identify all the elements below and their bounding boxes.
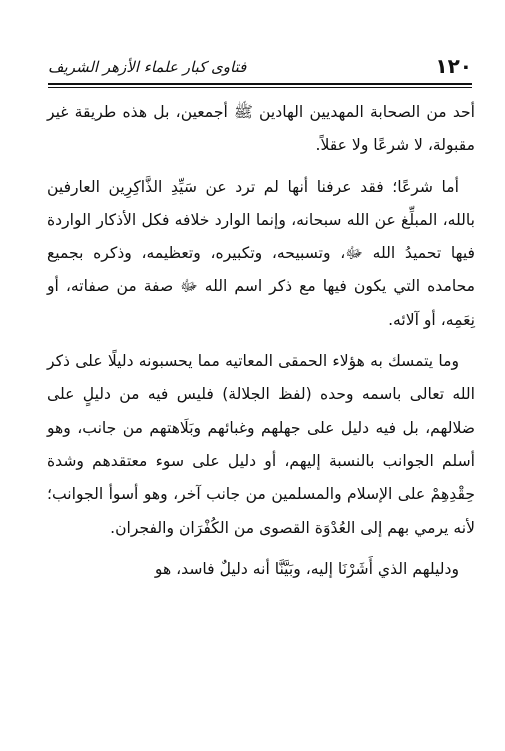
page-number: ١٢٠ [435, 54, 472, 78]
paragraph-2: أما شرعًا؛ فقد عرفنا أنها لم ترد عن سَيِّدِ الذَّاكِرِين العارفين بالله، المبلِّغ عن الله سبحانه، وإنما الوارد خلافه فكل الأذكار الواردة فيها تحميدُ الله ﷻ، وتسبيحه، وتكبيره، وتعظيمه، وذكره بجميع محامده التي يكون فيها مع ذكر اسم الله ﷻ صفة من صفاته، أو نِعَمِه، أو آلائه. [47, 177, 475, 329]
paragraph-4: ودليلهم الذي أَشَرْنَا إليه، وبَيَّنَّا أنه دليلٌ فاسد، هو [154, 559, 459, 578]
running-title: فتاوى كبار علماء الأزهر الشريف [48, 58, 247, 76]
paragraph-1: أحد من الصحابة المهديين الهادين ﷺ أجمعين، بل هذه طريقة غير مقبولة، لا شرعًا ولا عقلاً. [47, 103, 475, 155]
body-text [47, 96, 475, 586]
page-header [48, 52, 472, 86]
header-rule-thin [48, 87, 472, 88]
header-rule-thick [48, 83, 472, 85]
paragraph-3: وما يتمسك به هؤلاء الحمقى المعاتيه مما يحسبونه دليلًا على ذكر الله تعالى باسمه وحده (لفظ الجلالة) فليس فيه من دليلٍ على ضلالهم، بل فيه دليل على جهلهم وغبائهم وبَلَاهتهم من جانب، وهو أسلم الجوانب بالنسبة إليهم، أو دليل على سوء معتقدهم وشدة حِقْدِهِمْ على الإسلام والمسلمين من جانب آخر، وهو أسوأ الجوانب؛ لأنه يرمي بهم إلى العُدْوَة القصوى من الكُفْرَان والفجران. [47, 352, 475, 537]
